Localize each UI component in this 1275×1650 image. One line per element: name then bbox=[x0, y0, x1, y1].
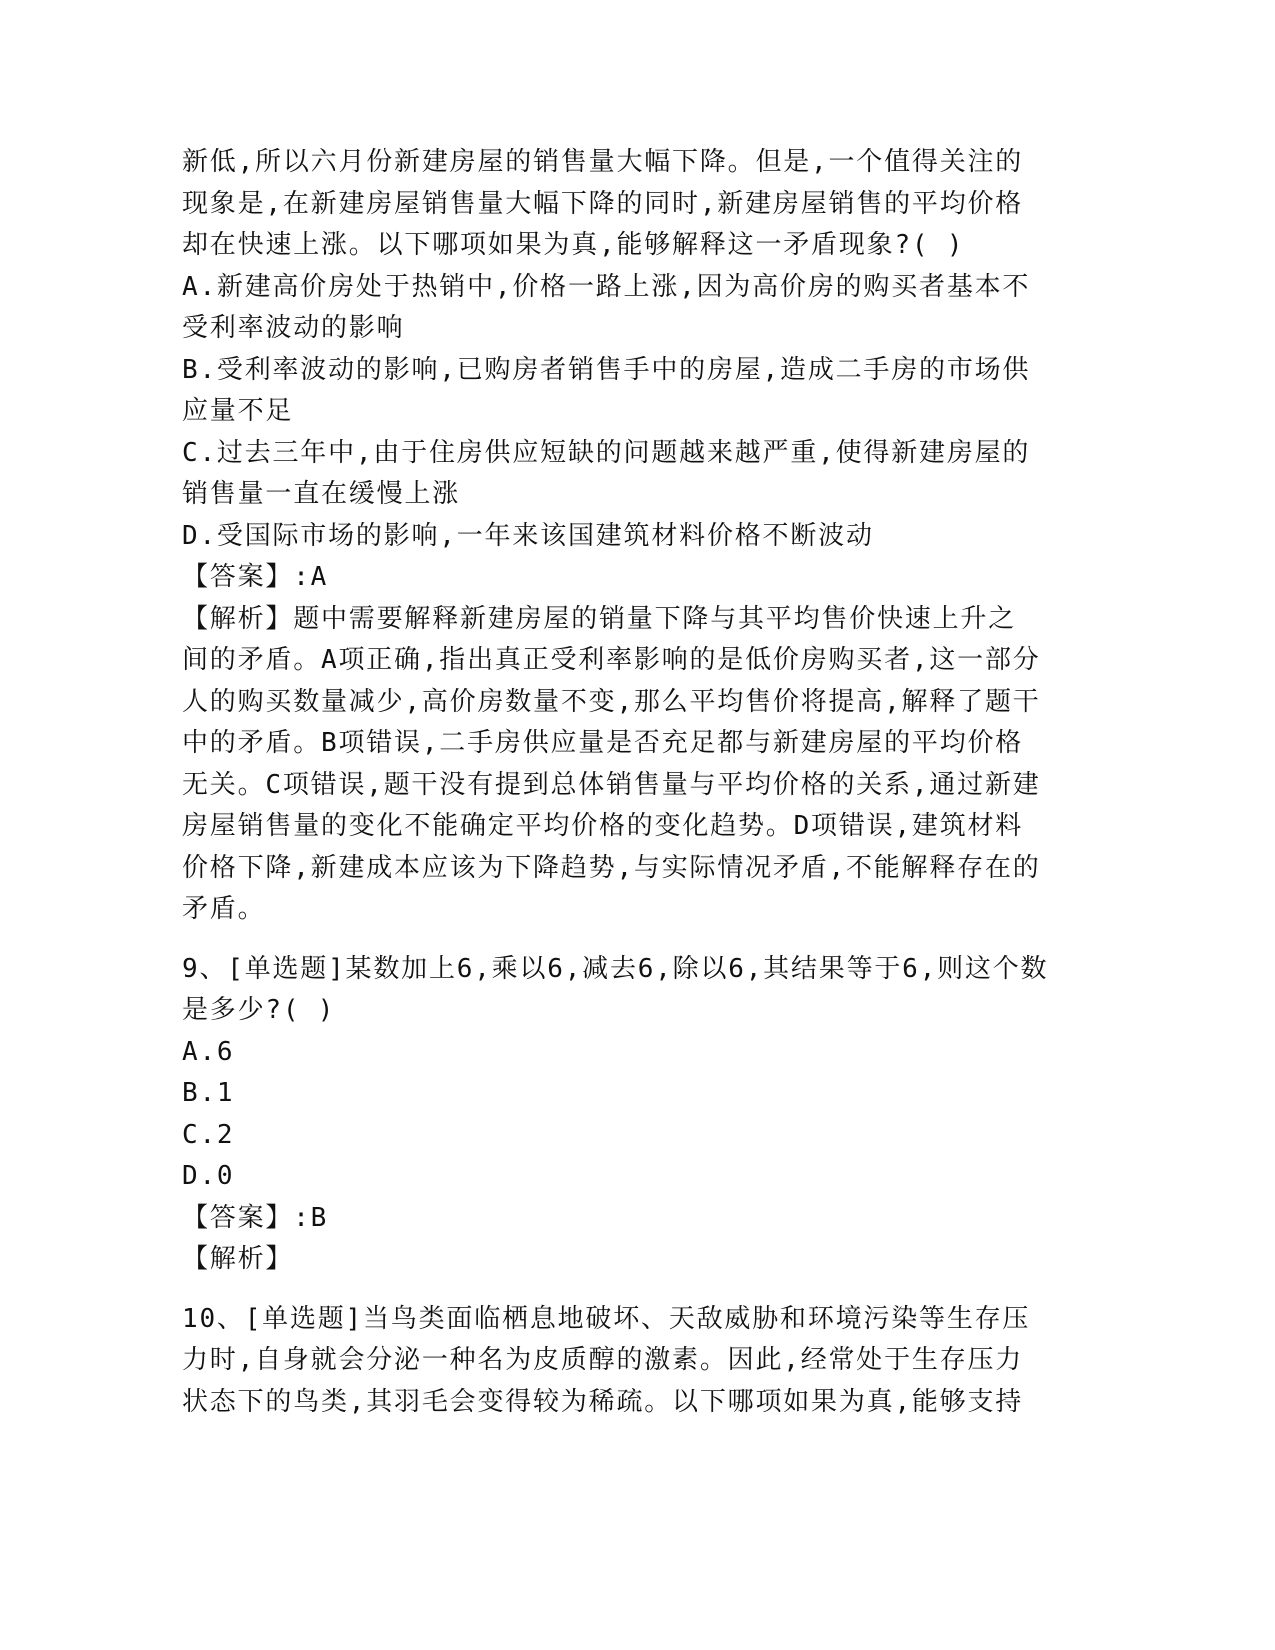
question-8 bbox=[182, 142, 1062, 931]
document-body bbox=[182, 142, 1062, 1423]
question-10 bbox=[182, 1299, 1062, 1424]
question-spacer bbox=[182, 931, 1062, 949]
option-b-line: B.受利率波动的影响,已购房者销售手中的房屋,造成二手房的市场供 bbox=[182, 354, 1031, 385]
option-c-line: C.2 bbox=[182, 1119, 235, 1150]
analysis-line: 中的矛盾。B项错误,二手房供应量是否充足都与新建房屋的平均价格 bbox=[182, 728, 1024, 758]
answer-line: 【答案】:B bbox=[182, 1202, 329, 1233]
question-stem-line: 新低,所以六月份新建房屋的销售量大幅下降。但是,一个值得关注的 bbox=[182, 147, 1024, 177]
question-stem-line: 状态下的鸟类,其羽毛会变得较为稀疏。以下哪项如果为真,能够支持 bbox=[182, 1386, 1024, 1417]
answer-line: 【答案】:A bbox=[182, 562, 329, 592]
option-c-line: C.过去三年中,由于住房供应短缺的问题越来越严重,使得新建房屋的 bbox=[182, 437, 1031, 468]
option-b-line: 应量不足 bbox=[182, 396, 294, 426]
analysis-line: 价格下降,新建成本应该为下降趋势,与实际情况矛盾,不能解释存在的 bbox=[182, 852, 1041, 883]
question-stem-line: 是多少?( ) bbox=[182, 995, 336, 1025]
question-stem-line: 却在快速上涨。以下哪项如果为真,能够解释这一矛盾现象?( ) bbox=[182, 230, 965, 260]
analysis-line: 人的购买数量减少,高价房数量不变,那么平均售价将提高,解释了题干 bbox=[182, 686, 1041, 717]
option-a-line: A.新建高价房处于热销中,价格一路上涨,因为高价房的购买者基本不 bbox=[182, 271, 1031, 302]
question-stem-line: 9、[单选题]某数加上6,乘以6,减去6,除以6,其结果等于6,则这个数 bbox=[182, 953, 1049, 984]
question-stem-line: 力时,自身就会分泌一种名为皮质醇的激素。因此,经常处于生存压力 bbox=[182, 1345, 1024, 1375]
analysis-line: 【解析】题中需要解释新建房屋的销量下降与其平均售价快速上升之 bbox=[182, 603, 1017, 634]
question-stem-line: 现象是,在新建房屋销售量大幅下降的同时,新建房屋销售的平均价格 bbox=[182, 188, 1024, 219]
analysis-line: 矛盾。 bbox=[182, 894, 266, 924]
option-d-line: D.受国际市场的影响,一年来该国建筑材料价格不断波动 bbox=[182, 520, 874, 551]
option-d-line: D.0 bbox=[182, 1161, 235, 1191]
option-b-line: B.1 bbox=[182, 1078, 235, 1108]
question-9 bbox=[182, 949, 1062, 1281]
question-stem-line: 10、[单选题]当鸟类面临栖息地破坏、天敌威胁和环境污染等生存压 bbox=[182, 1303, 1031, 1334]
analysis-line: 【解析】 bbox=[182, 1244, 294, 1274]
analysis-line: 间的矛盾。A项正确,指出真正受利率影响的是低价房购买者,这一部分 bbox=[182, 645, 1041, 675]
option-a-line: A.6 bbox=[182, 1036, 235, 1067]
option-a-line: 受利率波动的影响 bbox=[182, 313, 405, 343]
analysis-line: 无关。C项错误,题干没有提到总体销售量与平均价格的关系,通过新建 bbox=[182, 769, 1041, 800]
option-c-line: 销售量一直在缓慢上涨 bbox=[182, 479, 461, 509]
question-spacer bbox=[182, 1281, 1062, 1299]
analysis-line: 房屋销售量的变化不能确定平均价格的变化趋势。D项错误,建筑材料 bbox=[182, 811, 1024, 841]
